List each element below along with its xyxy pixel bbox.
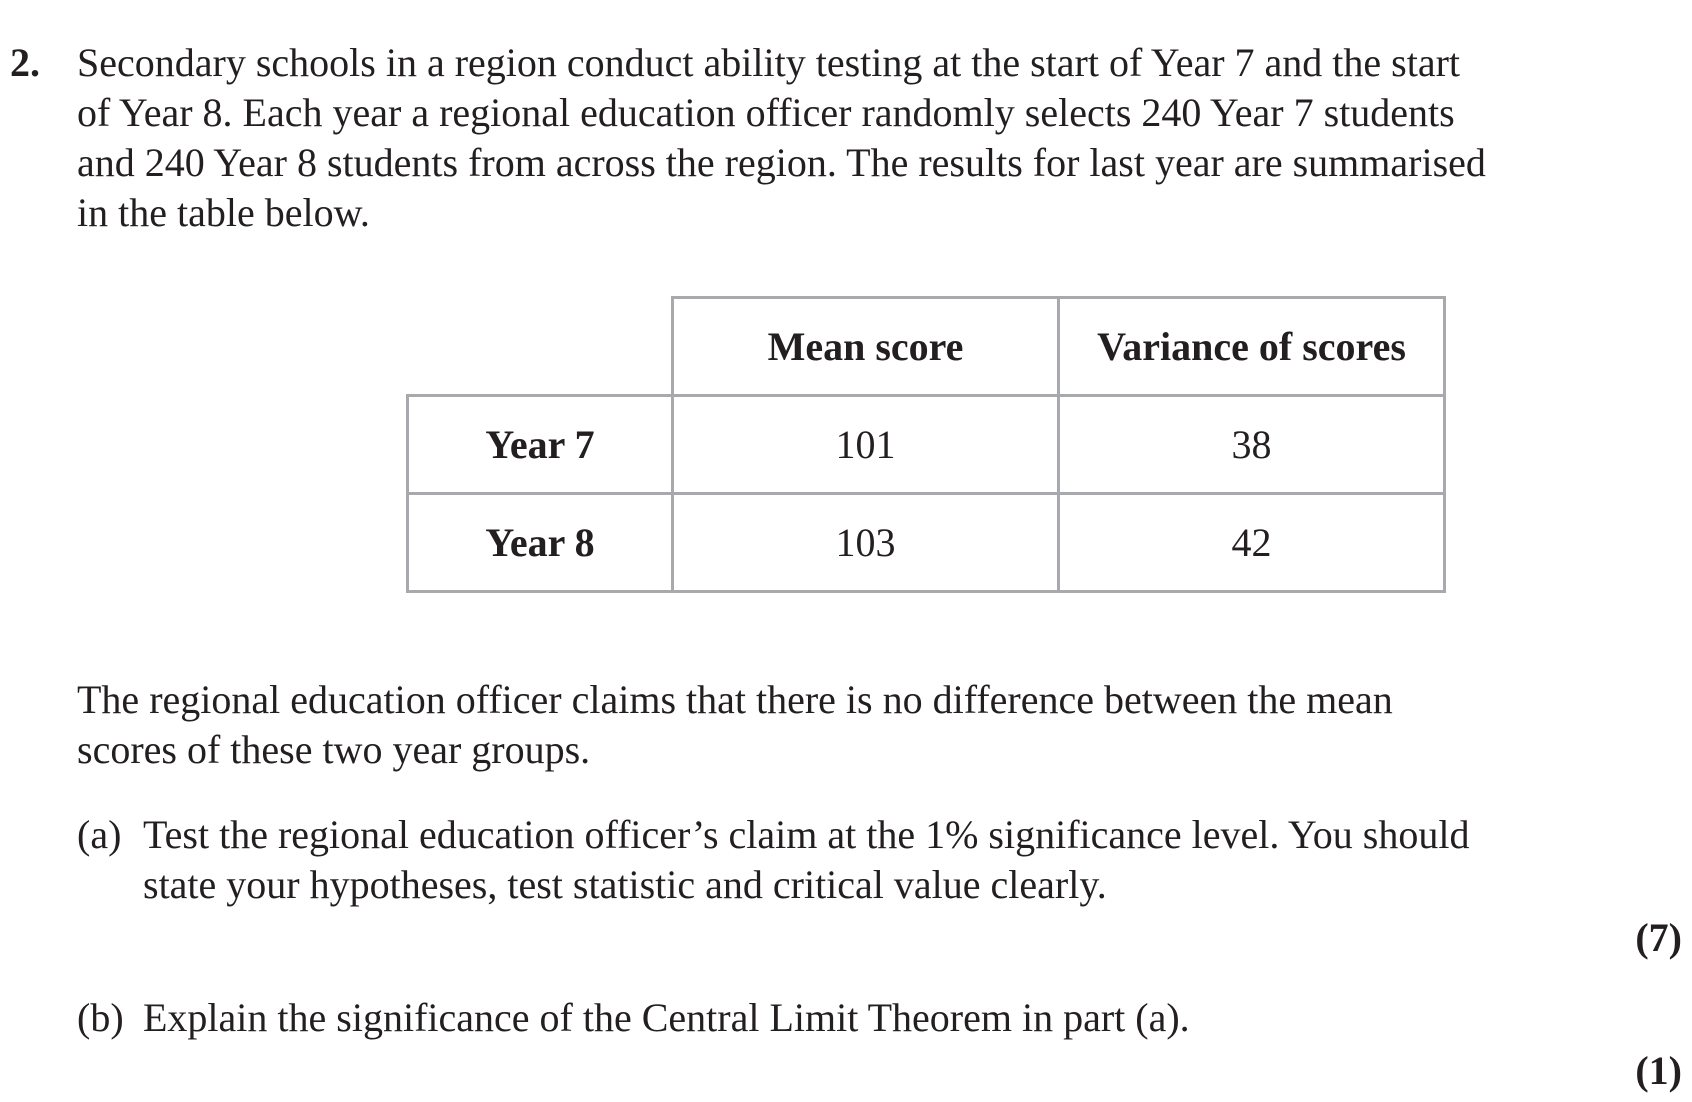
- part-a-line: state your hypotheses, test statistic and critical value clearly.: [143, 862, 1107, 907]
- cell-variance-year-7: 38: [1059, 396, 1445, 494]
- intro-line: of Year 8. Each year a regional education officer randomly selects 240 Year 7 students: [77, 90, 1455, 135]
- part-a-line: Test the regional education officer’s claim at the 1% significance level. You should: [143, 812, 1470, 857]
- claim-line: scores of these two year groups.: [77, 727, 591, 772]
- part-b-text: [143, 993, 1190, 1043]
- part-a-text: [143, 810, 1469, 910]
- part-b-label: (b): [77, 995, 124, 1040]
- row-label-year-7: Year 7: [408, 396, 673, 494]
- part-b-marks: (1): [1635, 1048, 1682, 1093]
- header-mean-score: Mean score: [673, 298, 1059, 396]
- claim-line: The regional education officer claims that there is no difference between the mean: [77, 677, 1393, 722]
- cell-variance-year-8: 42: [1059, 494, 1445, 592]
- cell-mean-year-7: 101: [673, 396, 1059, 494]
- intro-line: Secondary schools in a region conduct ability testing at the start of Year 7 and the start: [77, 40, 1461, 85]
- table-row: [408, 494, 1445, 592]
- header-variance-of-scores: Variance of scores: [1059, 298, 1445, 396]
- question-number: 2.: [10, 40, 40, 85]
- officer-claim: [77, 675, 1393, 775]
- part-a-label: (a): [77, 812, 122, 857]
- question-intro: [77, 38, 1637, 238]
- table-header-row: [408, 298, 1445, 396]
- cell-mean-year-8: 103: [673, 494, 1059, 592]
- table-corner-cell: [408, 298, 673, 396]
- intro-line: and 240 Year 8 students from across the region. The results for last year are summarised: [77, 140, 1486, 185]
- table-row: [408, 396, 1445, 494]
- results-table: [406, 296, 1446, 593]
- part-b-line: Explain the significance of the Central Limit Theorem in part (a).: [143, 995, 1190, 1040]
- part-a-marks: (7): [1635, 915, 1682, 960]
- row-label-year-8: Year 8: [408, 494, 673, 592]
- intro-line: in the table below.: [77, 190, 370, 235]
